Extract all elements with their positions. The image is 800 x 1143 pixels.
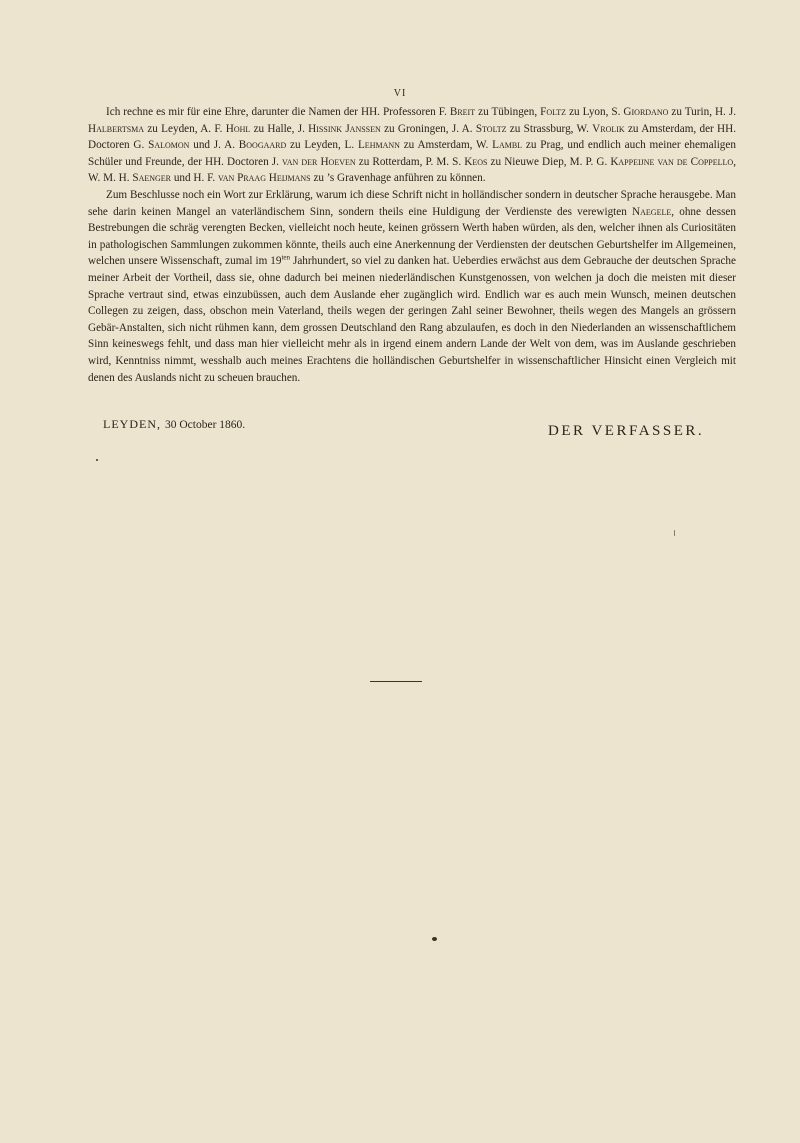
person-name: Giordano xyxy=(623,106,669,118)
ordinal-superscript: ten xyxy=(281,253,290,262)
text-run: zu Prag, und endlich auch meiner ehemaligen Schüler und Freunde, der HH. Doctoren J. xyxy=(88,139,736,168)
end-rule-divider xyxy=(370,681,422,682)
text-run: zu Leyden, A. F. xyxy=(144,122,226,135)
text-run: und J. A. xyxy=(189,139,239,152)
date: 30 October 1860. xyxy=(165,419,246,431)
author-signature: DER VERFASSER. xyxy=(548,423,705,439)
text-run: zu Nieuwe Diep, M. P. G. xyxy=(487,155,611,168)
text-run: zu Halle, J. xyxy=(250,122,309,135)
acknowledgement-paragraph xyxy=(88,104,736,187)
text-run: zu Strassburg, W. xyxy=(506,122,593,135)
ink-speck xyxy=(96,459,98,461)
person-name: Hohl xyxy=(225,122,251,135)
text-run: zu ’s Gravenhage anführen zu können. xyxy=(310,172,486,185)
person-name: Stoltz xyxy=(475,122,507,135)
person-name: Lehmann xyxy=(357,139,400,152)
text-run: zu Leyden, L. xyxy=(286,139,358,152)
text-run: zu Groningen, J. A. xyxy=(380,122,476,135)
text-run: zu Amsterdam, W. xyxy=(399,139,493,152)
person-name: Halbertsma xyxy=(88,122,145,135)
person-name: Keos xyxy=(464,155,488,168)
text-run: zu Turin, H. J. xyxy=(668,106,737,118)
person-name: van der Hoeven xyxy=(282,155,356,168)
person-name: Breit xyxy=(449,106,476,118)
person-name: Kappeijne van de Coppello xyxy=(610,155,734,168)
text-run: und H. F. xyxy=(171,172,218,185)
person-name: Lambl xyxy=(492,139,523,152)
person-name: van Praag Heijmans xyxy=(217,172,311,185)
ink-speck xyxy=(432,937,437,941)
person-name: Naegele xyxy=(632,205,672,218)
person-name: Boogaard xyxy=(238,139,287,152)
place-date-line xyxy=(103,417,245,432)
person-name: Hissink Janssen xyxy=(308,122,381,135)
page-number: VI xyxy=(393,88,407,99)
text-run: , W. M. H. xyxy=(88,155,736,185)
text-run: zu Rotterdam, P. M. S. xyxy=(355,155,465,168)
text-run: Ich rechne es mir für eine Ehre, darunter die Namen der HH. Professoren F. xyxy=(106,106,450,118)
text-run: Jahrhundert, so viel zu danken hat. Ueberdies erwächst aus dem Gebrauche der deutschen Sprache meiner Arbeit der Vortheil, dass sie, ohne dadurch bei meinen niederländischen Kunstgenossen, von welchen ja doch die meisten mit dieser Sprache vertraut sind, etwas einzubüssen, auch dem Auslande eher zugänglich wird. Endlich war es auch mein Wunsch, meinen deutschen Collegen zu zeigen, dass, obschon mein Vaterland, theils wegen der geringen Zahl seiner Bewohner, theils wegen des Mangels an grössern Gebär-Anstalten, sich nicht rühmen kann, dem grossen Deutschland den Rang abzulaufen, es doch in den Niederlanden an wissenschaftlichem Sinn keineswegs fehlt, und dass man hier vielleicht mehr als in irgend einem andern Lande der Welt von dem, was im Auslande geschrieben wird, Kenntniss nimmt, wesshalb auch meines Erachtens die holländischen Geburtshelfer in wissenschaftlicher Hinsicht einen Vergleich mit denen des Auslands nicht zu scheuen brauchen. xyxy=(88,255,736,384)
person-name: Foltz xyxy=(540,106,567,118)
place-name: LEYDEN, xyxy=(103,417,161,431)
text-run: , ohne dessen Bestrebungen die schräg verengten Becken, vielleicht noch heute, keinen grössern Werth haben würden, als den, welcher ihnen als Curiositäten in pathologischen Sammlungen zukommen könnte, theils auch eine Anerkennung der Verdiensten der deutschen Geburtshelfer im Allgemeinen, welchen unsere Wissenschaft, zumal im 19 xyxy=(88,205,736,268)
ink-speck xyxy=(674,530,675,536)
person-name: Saenger xyxy=(132,172,172,185)
text-run: zu Lyon, S. xyxy=(566,106,624,118)
language-explanation-paragraph xyxy=(88,187,736,386)
person-name: Salomon xyxy=(148,139,190,152)
body-text xyxy=(88,104,736,386)
text-run: zu Amsterdam, der HH. Doctoren G. xyxy=(88,122,736,152)
text-run: zu Tübingen, xyxy=(475,106,541,118)
person-name: Vrolik xyxy=(592,122,625,135)
text-run: Zum Beschlusse noch ein Wort zur Erklärung, warum ich diese Schrift nicht in holländischer sondern in deutscher Sprache herausgebe. Man sehe darin keinen Mangel an vaterländischem Sinn, sondern theils eine Huldigung der Verdienste des verewigten xyxy=(88,188,736,218)
